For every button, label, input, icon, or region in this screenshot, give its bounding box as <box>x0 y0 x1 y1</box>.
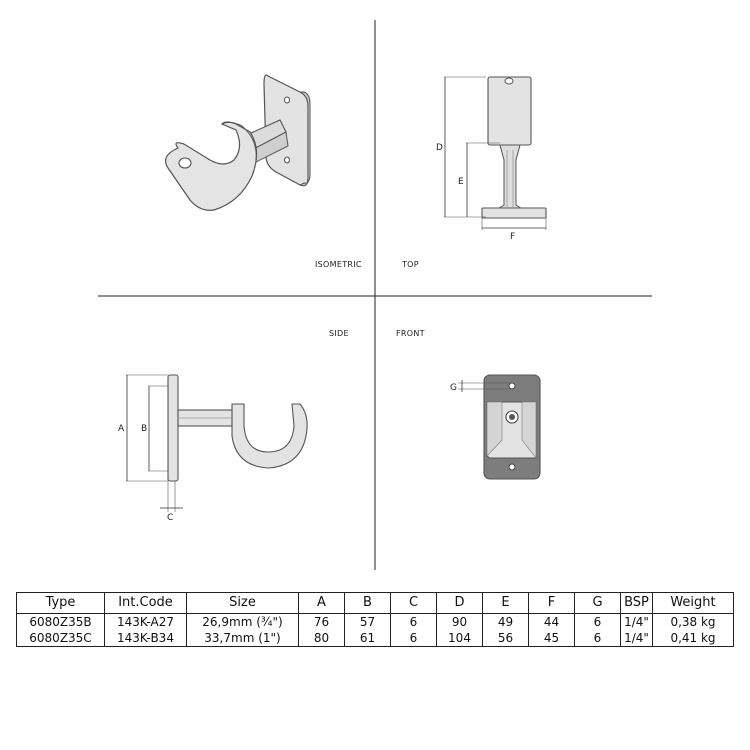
specification-table <box>16 592 734 647</box>
table-row <box>17 630 734 647</box>
table-row <box>17 614 734 631</box>
top-label: TOP <box>402 260 419 269</box>
table-cell: 6 <box>575 614 621 631</box>
table-cell: 1/4" <box>621 630 653 647</box>
table-cell: 61 <box>345 630 391 647</box>
dim-g-label: G <box>450 383 457 393</box>
table-cell: 6 <box>575 630 621 647</box>
front-label: FRONT <box>396 329 425 338</box>
dim-b-label: B <box>141 424 148 434</box>
table-cell: 0,38 kg <box>653 614 734 631</box>
table-cell: 45 <box>529 630 575 647</box>
table-cell: 26,9mm (¾") <box>187 614 299 631</box>
table-cell: 104 <box>437 630 483 647</box>
col-header: BSP <box>621 593 653 614</box>
dim-e-label: E <box>458 177 464 187</box>
col-header: D <box>437 593 483 614</box>
table-cell: 0,41 kg <box>653 630 734 647</box>
table-cell: 80 <box>299 630 345 647</box>
isometric-label: ISOMETRIC <box>315 260 362 269</box>
front-view <box>458 375 540 479</box>
col-header: F <box>529 593 575 614</box>
table-cell: 49 <box>483 614 529 631</box>
side-label: SIDE <box>329 329 349 338</box>
col-header: B <box>345 593 391 614</box>
col-header: A <box>299 593 345 614</box>
table-header-row <box>17 593 734 614</box>
table-cell: 44 <box>529 614 575 631</box>
col-header: G <box>575 593 621 614</box>
isometric-view <box>166 75 310 210</box>
side-view <box>126 375 307 512</box>
col-header: Type <box>17 593 105 614</box>
table-cell: 76 <box>299 614 345 631</box>
table-cell: 6 <box>391 614 437 631</box>
table-cell: 143K-A27 <box>105 614 187 631</box>
table-cell: 143K-B34 <box>105 630 187 647</box>
col-header: Size <box>187 593 299 614</box>
dim-d-label: D <box>436 143 443 153</box>
col-header: Weight <box>653 593 734 614</box>
table-cell: 6 <box>391 630 437 647</box>
table-cell: 57 <box>345 614 391 631</box>
dim-f-label: F <box>510 232 516 242</box>
col-header: E <box>483 593 529 614</box>
top-view <box>444 77 546 230</box>
dim-c-label: C <box>167 513 174 523</box>
table-cell: 56 <box>483 630 529 647</box>
table-cell: 90 <box>437 614 483 631</box>
table-cell: 6080Z35B <box>17 614 105 631</box>
table-cell: 1/4" <box>621 614 653 631</box>
col-header: Int.Code <box>105 593 187 614</box>
col-header: C <box>391 593 437 614</box>
table-cell: 6080Z35C <box>17 630 105 647</box>
table-cell: 33,7mm (1") <box>187 630 299 647</box>
dim-a-label: A <box>118 424 125 434</box>
